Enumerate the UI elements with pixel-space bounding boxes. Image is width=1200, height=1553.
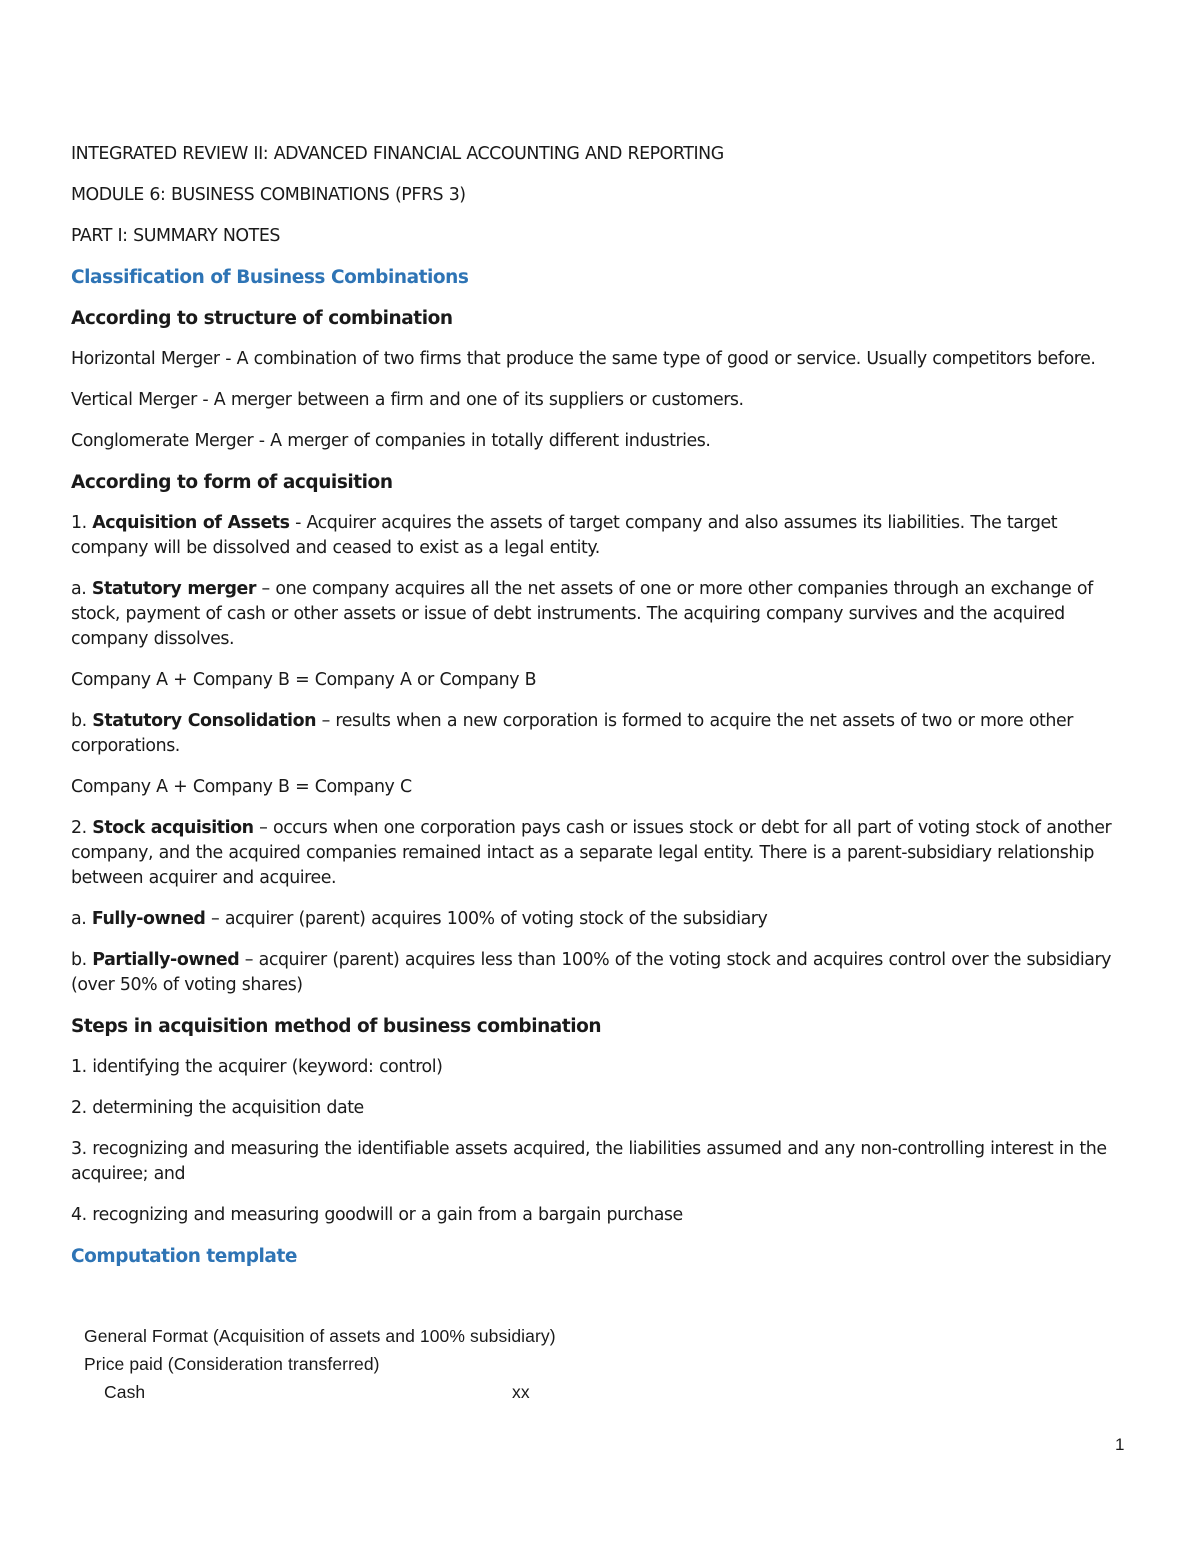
statutory-consolidation-paragraph bbox=[71, 709, 1131, 759]
computation-template bbox=[84, 1322, 784, 1406]
structure-heading: According to structure of combination bbox=[71, 308, 453, 329]
definition-text: – acquirer (parent) acquires less than 100% of the voting stock and acquires control over the subsidiary (over 50% of voting shares) bbox=[71, 950, 1112, 995]
cash-row bbox=[84, 1378, 784, 1406]
part-title: PART I: SUMMARY NOTES bbox=[71, 226, 280, 246]
cash-label: Cash bbox=[104, 1382, 146, 1402]
module-title: MODULE 6: BUSINESS COMBINATIONS (PFRS 3) bbox=[71, 185, 466, 205]
steps-heading: Steps in acquisition method of business combination bbox=[71, 1016, 602, 1037]
form-heading: According to form of acquisition bbox=[71, 472, 393, 493]
step-item: 2. determining the acquisition date bbox=[71, 1098, 364, 1118]
computation-heading: Computation template bbox=[71, 1246, 297, 1267]
term-label: Statutory merger bbox=[91, 579, 256, 599]
vertical-merger-paragraph: Vertical Merger - A merger between a firm and one of its suppliers or customers. bbox=[71, 390, 744, 410]
definition-text: – occurs when one corporation pays cash or issues stock or debt for all part of voting stock of another company, and the acquired companies remained intact as a separate legal entity. There is a parent-subsidiary relationship between acquirer and acquiree. bbox=[71, 818, 1112, 888]
consolidation-formula: Company A + Company B = Company C bbox=[71, 777, 412, 797]
list-number: 2. bbox=[71, 818, 93, 838]
term-label: Partially-owned bbox=[92, 950, 240, 970]
step-item: 3. recognizing and measuring the identifiable assets acquired, the liabilities assumed and any non-controlling interest in the acquiree; and bbox=[71, 1139, 1107, 1184]
statutory-merger-paragraph bbox=[71, 577, 1131, 652]
horizontal-merger-paragraph: Horizontal Merger - A combination of two firms that produce the same type of good or service. Usually competitors before. bbox=[71, 349, 1096, 369]
acquisition-of-assets-paragraph bbox=[71, 511, 1131, 561]
general-format-line: General Format (Acquisition of assets and 100% subsidiary) bbox=[84, 1326, 556, 1346]
list-letter: b. bbox=[71, 950, 93, 970]
definition-text: – acquirer (parent) acquires 100% of voting stock of the subsidiary bbox=[205, 909, 768, 929]
term-label: Fully-owned bbox=[91, 909, 206, 929]
merger-formula: Company A + Company B = Company A or Company B bbox=[71, 670, 537, 690]
term-label: Statutory Consolidation bbox=[92, 711, 316, 731]
step-item: 4. recognizing and measuring goodwill or a gain from a bargain purchase bbox=[71, 1205, 683, 1225]
fully-owned-paragraph bbox=[71, 907, 1131, 932]
course-title: INTEGRATED REVIEW II: ADVANCED FINANCIAL ACCOUNTING AND REPORTING bbox=[71, 144, 724, 164]
term-label: Acquisition of Assets bbox=[92, 513, 290, 533]
step-item: 1. identifying the acquirer (keyword: control) bbox=[71, 1057, 443, 1077]
partially-owned-paragraph bbox=[71, 948, 1131, 998]
list-letter: a. bbox=[71, 579, 92, 599]
page-number: 1 bbox=[1115, 1435, 1125, 1454]
conglomerate-merger-paragraph: Conglomerate Merger - A merger of companies in totally different industries. bbox=[71, 431, 711, 451]
list-letter: b. bbox=[71, 711, 93, 731]
classification-heading: Classification of Business Combinations bbox=[71, 267, 469, 288]
definition-text: – one company acquires all the net assets of one or more other companies through an exchange of stock, payment of cash or other assets or issue of debt instruments. The acquiring company survives and the acquired company dissolves. bbox=[71, 579, 1093, 649]
list-letter: a. bbox=[71, 909, 92, 929]
stock-acquisition-paragraph bbox=[71, 816, 1131, 891]
term-label: Stock acquisition bbox=[92, 818, 254, 838]
list-number: 1. bbox=[71, 513, 93, 533]
cash-value: xx bbox=[512, 1382, 530, 1402]
price-paid-line: Price paid (Consideration transferred) bbox=[84, 1354, 380, 1374]
definition-text: – results when a new corporation is formed to acquire the net assets of two or more other corporations. bbox=[71, 711, 1073, 756]
document-body bbox=[71, 142, 1131, 1285]
definition-text: - Acquirer acquires the assets of target company and also assumes its liabilities. The target company will be dissolved and ceased to exist as a legal entity. bbox=[71, 513, 1058, 558]
